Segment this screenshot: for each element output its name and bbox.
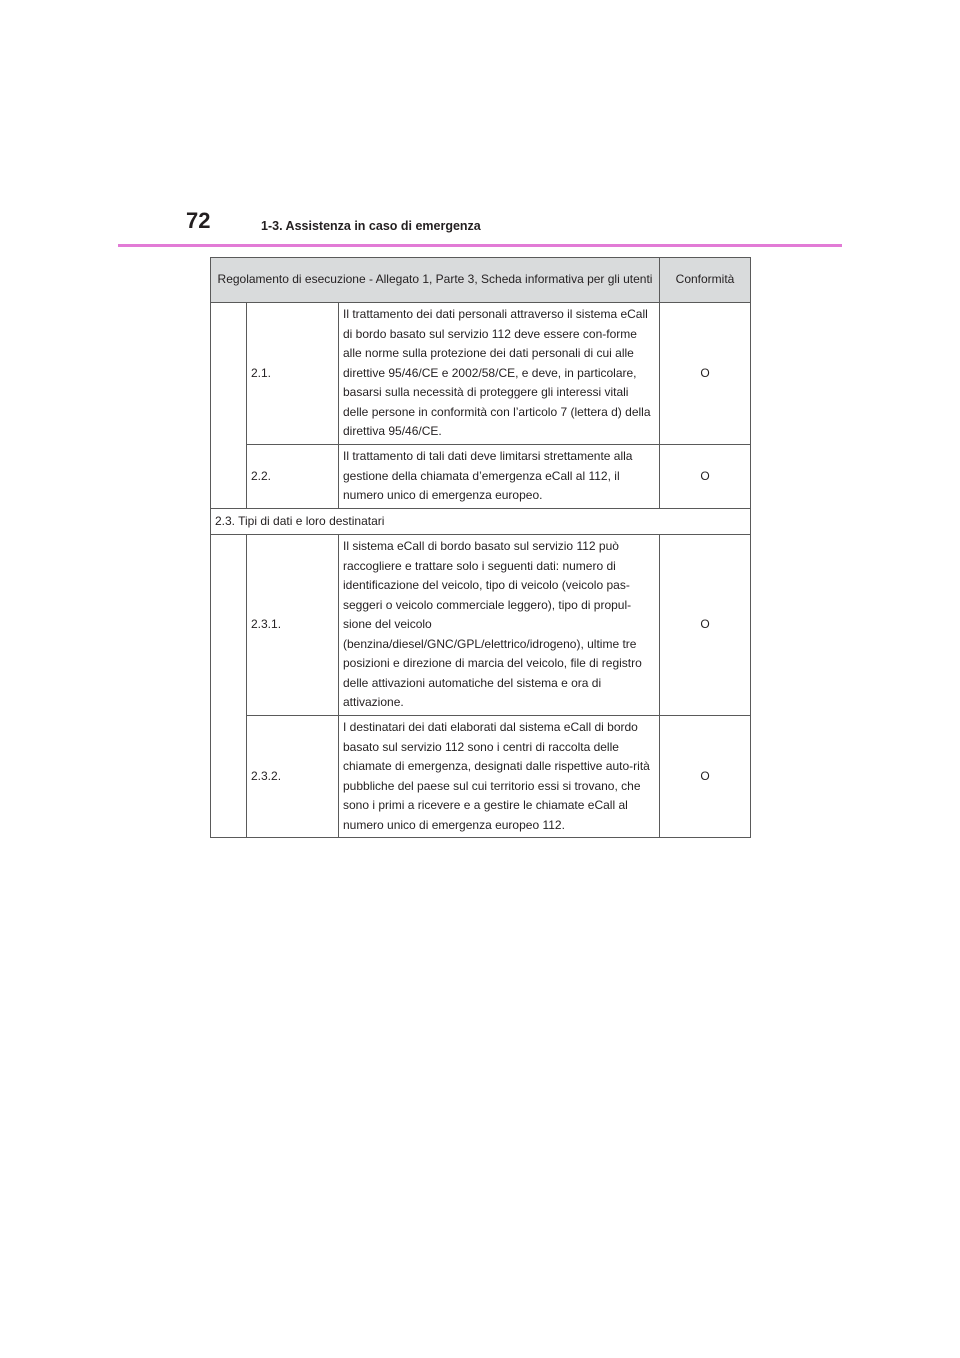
row-text: Il trattamento dei dati personali attraverso il sistema eCall di bordo basato sul servizio 112 deve essere con-forme alle norme sulla protezione dei dati personali di cui alle direttive 95/46/CE e 2002/58/CE, e deve, in particolare, basarsi sulla necessità di proteggere gli interessi vitali delle persone in conformità con l’articolo 7 (lettera d) della direttiva 95/46/CE. bbox=[339, 303, 660, 445]
section-heading: 2.3. Tipi di dati e loro destinatari bbox=[211, 509, 751, 535]
row-number: 2.1. bbox=[247, 303, 339, 445]
page-number: 72 bbox=[186, 208, 211, 233]
table-section-row bbox=[211, 509, 751, 535]
indent-cell bbox=[211, 535, 247, 838]
row-number: 2.2. bbox=[247, 445, 339, 509]
row-conformity: O bbox=[660, 535, 751, 716]
table-row bbox=[211, 716, 751, 838]
header-divider bbox=[118, 244, 842, 247]
row-text: Il trattamento di tali dati deve limitarsi strettamente alla gestione della chiamata d’emergenza eCall al 112, il numero unico di emergenza europeo. bbox=[339, 445, 660, 509]
row-conformity: O bbox=[660, 716, 751, 838]
table-row bbox=[211, 303, 751, 445]
row-number: 2.3.2. bbox=[247, 716, 339, 838]
table-row bbox=[211, 535, 751, 716]
row-text: Il sistema eCall di bordo basato sul servizio 112 può raccogliere e trattare solo i seguenti dati: numero di identificazione del veicolo, tipo di veicolo (veicolo pas-seggeri o veicolo commerciale leggero), tipo di propul-sione del veicolo (benzina/diesel/GNC/GPL/elettrico/idrogeno), ultime tre posizioni e direzione di marcia del veicolo, file di registro delle attivazioni automatiche del sistema e ora di attivazione. bbox=[339, 535, 660, 716]
header-regulation: Regolamento di esecuzione - Allegato 1, Parte 3, Scheda informativa per gli utenti bbox=[211, 258, 660, 303]
table-row bbox=[211, 445, 751, 509]
indent-cell bbox=[211, 303, 247, 509]
table-header-row bbox=[211, 258, 751, 303]
row-conformity: O bbox=[660, 445, 751, 509]
info-table bbox=[210, 257, 751, 838]
row-number: 2.3.1. bbox=[247, 535, 339, 716]
row-text: I destinatari dei dati elaborati dal sistema eCall di bordo basato sul servizio 112 sono i centri di raccolta delle chiamate di emergenza, designati dalle rispettive auto-rità pubbliche del paese sul cui territorio essi si trovano, che sono i primi a ricevere e a gestire le chiamate eCall al numero unico di emergenza europeo 112. bbox=[339, 716, 660, 838]
section-title: 1-3. Assistenza in caso di emergenza bbox=[261, 219, 481, 233]
header-conformity: Conformità bbox=[660, 258, 751, 303]
row-conformity: O bbox=[660, 303, 751, 445]
